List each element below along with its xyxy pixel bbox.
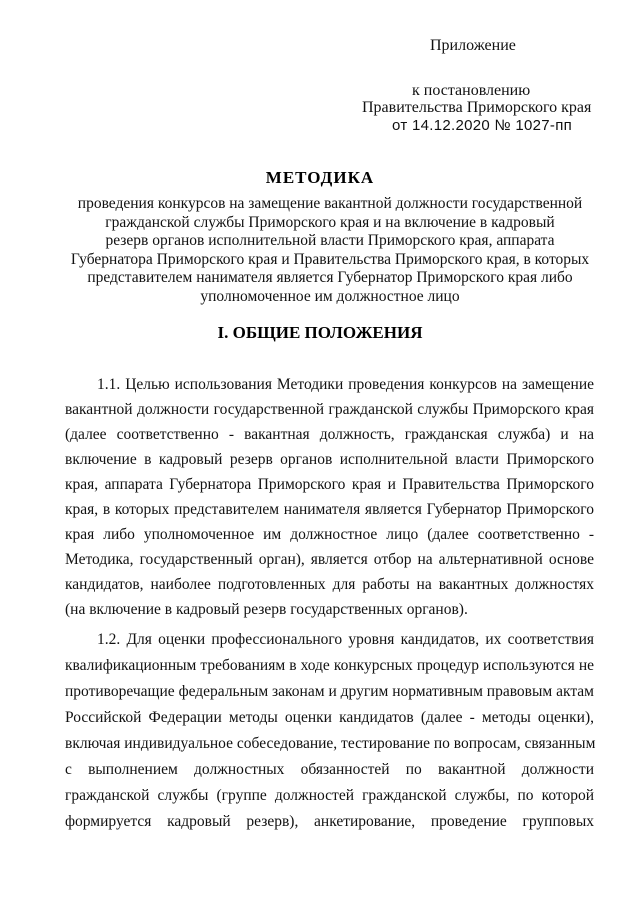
section-title: I. ОБЩИЕ ПОЛОЖЕНИЯ: [217, 323, 423, 342]
paragraph-line: (на включение в кадровый резерв государственных органов).: [65, 601, 468, 618]
document-title: МЕТОДИКА: [265, 168, 375, 187]
annex-date-number-line: от 14.12.2020 № 1027-пп: [392, 117, 573, 134]
paragraph-line: квалификационным требованиям в ходе конкурсных процедур используются не: [65, 657, 594, 674]
subtitle-line: представителем нанимателя является Губернатор Приморского края либо: [87, 269, 573, 286]
paragraph-line: 1.2. Для оценки профессионального уровня кандидатов, их соответствия: [97, 631, 594, 648]
subtitle-line: резерв органов исполнительной власти Приморского края, аппарата: [105, 232, 555, 249]
annex-resolution-line: к постановлению: [412, 82, 531, 99]
document-subtitle: [60, 195, 600, 306]
paragraph-line: края, аппарата Губернатора Приморского края и Правительства Приморского: [65, 476, 594, 493]
subtitle-line: гражданской службы Приморского края и на включение в кадровый: [105, 213, 555, 231]
annex-government-line: Правительства Приморского края: [362, 99, 592, 116]
paragraph-line: с выполнением должностных обязанностей по вакантной должности: [65, 761, 594, 778]
paragraph-line: края либо уполномоченное им должностное лицо (далее соответственно -: [65, 526, 594, 543]
paragraph-line: края, в которых представителем нанимателя является Губернатор Приморского: [65, 501, 594, 518]
paragraph-line: вакантной должности государственной гражданской службы Приморского края: [65, 401, 594, 418]
paragraph-line: Методика, государственный орган), является отбор на альтернативной основе: [65, 551, 594, 568]
paragraph-line: включение в кадровый резерв органов исполнительной власти Приморского: [65, 451, 594, 468]
paragraph-line: гражданской службы (группе должностей гражданской службы, по которой: [65, 787, 594, 804]
subtitle-line: уполномоченное им должностное лицо: [200, 287, 460, 305]
paragraph-line: формируется кадровый резерв), анкетирование, проведение групповых: [65, 813, 594, 830]
paragraph-line: включая индивидуальное собеседование, тестирование по вопросам, связанным: [65, 735, 596, 752]
subtitle-line: проведения конкурсов на замещение вакантной должности государственной: [77, 195, 583, 212]
paragraph-line: противоречащие федеральным законам и другим нормативным правовым актам: [65, 683, 594, 700]
paragraph-line: 1.1. Целью использования Методики проведения конкурсов на замещение: [97, 376, 594, 393]
annex-title: Приложение: [430, 37, 516, 54]
paragraph-line: Российской Федерации методы оценки кандидатов (далее - методы оценки),: [65, 709, 594, 726]
paragraph-line: (далее соответственно - вакантная должность, гражданская служба) и на: [65, 426, 594, 443]
subtitle-line: Губернатора Приморского края и Правительства Приморского края, в которых: [70, 250, 590, 268]
paragraph-line: кандидатов, наиболее подготовленных для работы на вакантных должностях: [65, 576, 594, 593]
